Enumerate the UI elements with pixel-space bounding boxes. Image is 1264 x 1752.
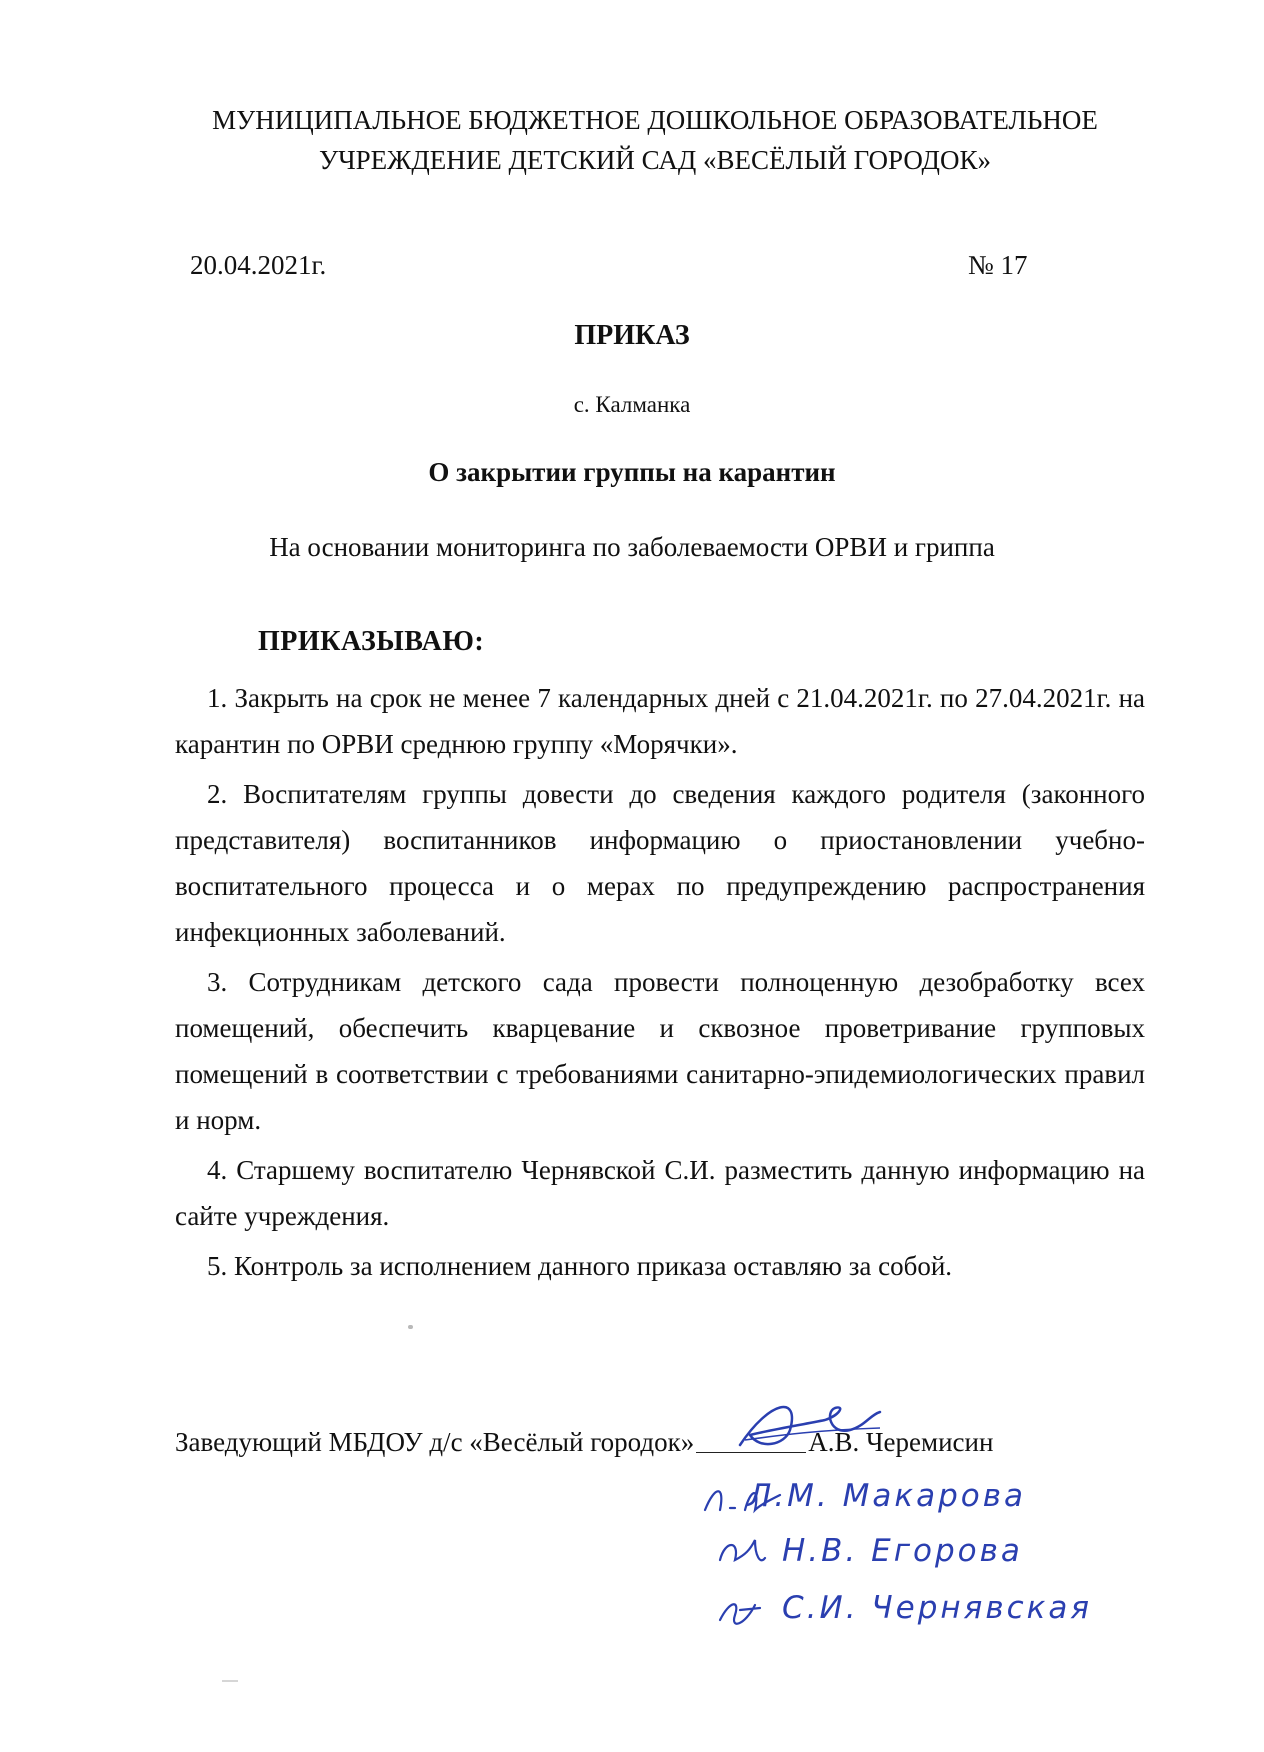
scan-speck	[408, 1325, 413, 1329]
organization-name	[130, 100, 1180, 180]
org-line-2: УЧРЕЖДЕНИЕ ДЕТСКИЙ САД «ВЕСЁЛЫЙ ГОРОДОК»	[319, 145, 991, 175]
document-title: ПРИКАЗ	[574, 320, 690, 351]
document-place: с. Калманка	[573, 392, 691, 417]
document-subject: О закрытии группы на карантин	[428, 457, 836, 487]
order-item: 1. Закрыть на срок не менее 7 календарных дней с 21.04.2021г. по 27.04.2021г. на карантин по ОРВИ среднюю группу «Морячки».	[175, 683, 1145, 759]
order-number: № 17	[968, 250, 1028, 280]
acknowledgement-signature: Л.М. Макарова	[748, 1478, 1026, 1514]
document-basis: На основании мониторинга по заболеваемости ОРВИ и гриппа	[269, 532, 995, 562]
acknowledgement-signature: С.И. Чернявская	[782, 1590, 1092, 1626]
acknowledgement-signature: Н.В. Егорова	[782, 1533, 1023, 1569]
scan-speck	[222, 1680, 238, 1682]
order-item: 5. Контроль за исполнением данного приказа оставляю за собой.	[207, 1251, 953, 1281]
director-signature-scribble	[730, 1390, 890, 1460]
signer-name: А.В. Черемисин	[808, 1427, 994, 1457]
signer-position: Заведующий МБДОУ д/с «Весёлый городок»	[175, 1427, 695, 1457]
org-line-1: МУНИЦИПАЛЬНОЕ БЮДЖЕТНОЕ ДОШКОЛЬНОЕ ОБРАЗОВАТЕЛЬНОЕ	[212, 105, 1098, 135]
order-item: 4. Старшему воспитателю Чернявской С.И. разместить данную информацию на сайте учреждения.	[175, 1155, 1145, 1231]
order-items	[175, 675, 1145, 1293]
order-date: 20.04.2021г.	[190, 250, 327, 280]
order-item: 2. Воспитателям группы довести до сведения каждого родителя (законного представителя) воспитанников информацию о приостановлении учебно-воспитательного процесса и о мерах по предупреждению распространения инфекционных заболеваний.	[175, 779, 1145, 947]
order-item: 3. Сотрудникам детского сада провести полноценную дезобработку всех помещений, обеспечить кварцевание и сквозное проветривание групповых помещений в соответствии с требованиями санитарно-эпидемиологических правил и норм.	[175, 967, 1145, 1135]
order-word: ПРИКАЗЫВАЮ:	[258, 626, 485, 657]
